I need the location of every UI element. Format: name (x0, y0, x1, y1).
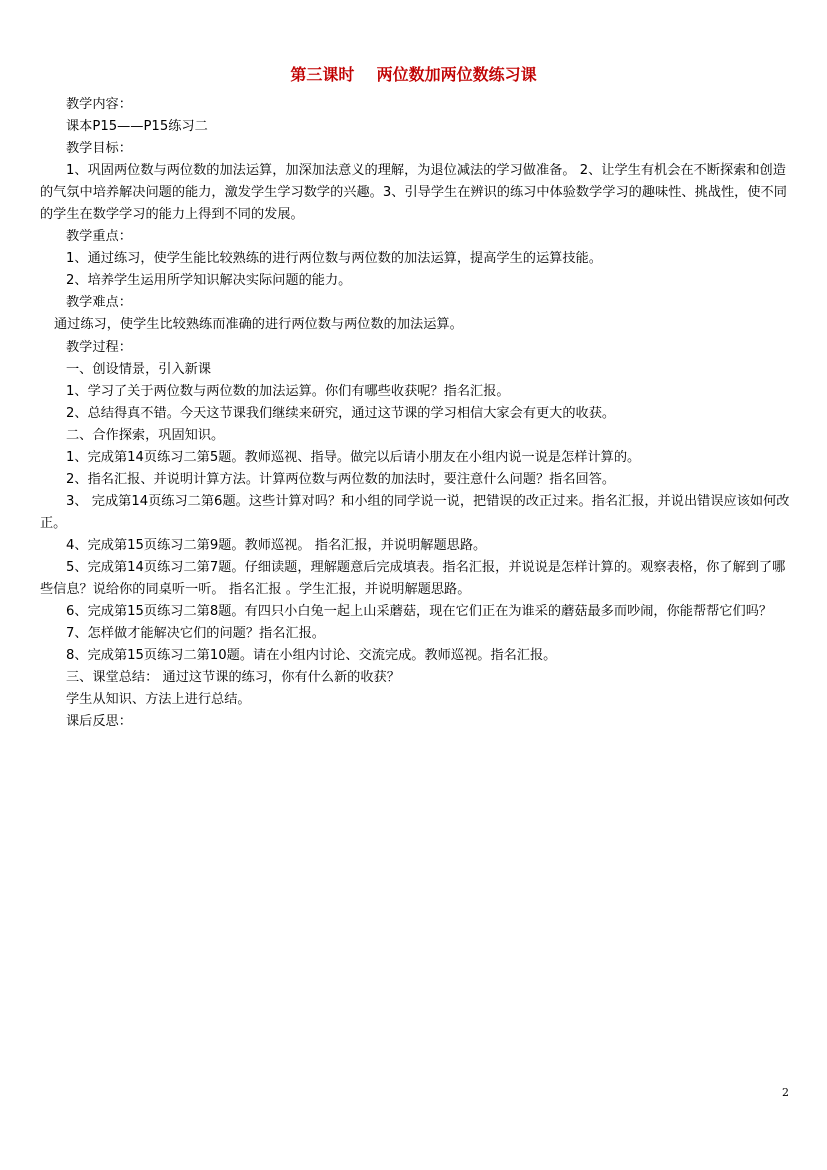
section-heading-content: 教学内容： (66, 97, 132, 112)
process-part-2-heading: 二、合作探索，巩固知识。 (66, 427, 225, 443)
process-step: 2、总结得真不错。今天这节课我们继续来研究，通过这节课的学习相信大家会有更大的收获。 (66, 405, 616, 421)
document-body (40, 94, 792, 733)
textbook-reference: 课本P15——P15练习二 (66, 119, 208, 135)
objectives-text: 1、巩固两位数与两位数的加法运算，加深加法意义的理解，为退位减法的学习做准备。 2、让学生有机会在不断探索和创造的气氛中培养解决问题的能力，激发学生学习数学的兴趣。3、引导学生在辨识的练习中体验数学学习的趣味性、挑战性，使不同的学生在数学学习的能力上得到不同的发展。 (40, 163, 787, 223)
section-heading-process: 教学过程： (66, 339, 132, 355)
document-title: 第三课时 两位数加两位数练习课 (290, 65, 537, 84)
process-step: 7、怎样做才能解决它们的问题？指名汇报。 (66, 626, 325, 642)
key-point-1: 1、通过练习，使学生能比较熟练的进行两位数与两位数的加法运算，提高学生的运算技能。 (66, 251, 602, 267)
page-number: 2 (782, 1086, 789, 1099)
summary-text: 学生从知识、方法上进行总结。 (66, 692, 251, 708)
section-heading-objectives: 教学目标： (66, 141, 132, 157)
process-step: 2、指名汇报、并说明计算方法。计算两位数与两位数的加法时，要注意什么问题？指名回答。 (66, 471, 616, 487)
process-step: 3、 完成第14页练习二第6题。这些计算对吗？和小组的同学说一说，把错误的改正过来。指名汇报，并说出错误应该如何改正。 (40, 493, 790, 531)
process-step: 8、完成第15页练习二第10题。请在小组内讨论、交流完成。教师巡视。指名汇报。 (66, 648, 557, 664)
process-step: 4、完成第15页练习二第9题。教师巡视。 指名汇报，并说明解题思路。 (66, 537, 487, 553)
process-step: 1、学习了关于两位数与两位数的加法运算。你们有哪些收获呢？指名汇报。 (66, 383, 510, 399)
process-step: 6、完成第15页练习二第8题。有四只小白兔一起上山采蘑菇，现在它们正在为谁采的蘑菇最多而吵闹，你能帮帮它们吗？ (66, 604, 773, 620)
process-part-3-summary: 三、课堂总结： 通过这节课的练习，你有什么新的收获？ (66, 670, 400, 686)
process-step: 1、完成第14页练习二第5题。教师巡视、指导。做完以后请小朋友在小组内说一说是怎样计算的。 (66, 449, 641, 465)
section-heading-reflection: 课后反思： (66, 714, 132, 730)
key-point-2: 2、培养学生运用所学知识解决实际问题的能力。 (66, 273, 352, 289)
process-step: 5、完成第14页练习二第7题。仔细读题，理解题意后完成填表。指名汇报，并说说是怎样计算的。观察表格，你了解到了哪些信息？说给你的同桌听一听。 指名汇报 。学生汇报，并说明解题思路。 (40, 559, 786, 598)
difficulty-text: 通过练习，使学生比较熟练而准确的进行两位数与两位数的加法运算。 (54, 317, 463, 333)
process-part-1-heading: 一、创设情景，引入新课 (66, 361, 212, 377)
section-heading-key-points: 教学重点： (66, 229, 132, 245)
section-heading-difficulties: 教学难点： (66, 295, 132, 311)
